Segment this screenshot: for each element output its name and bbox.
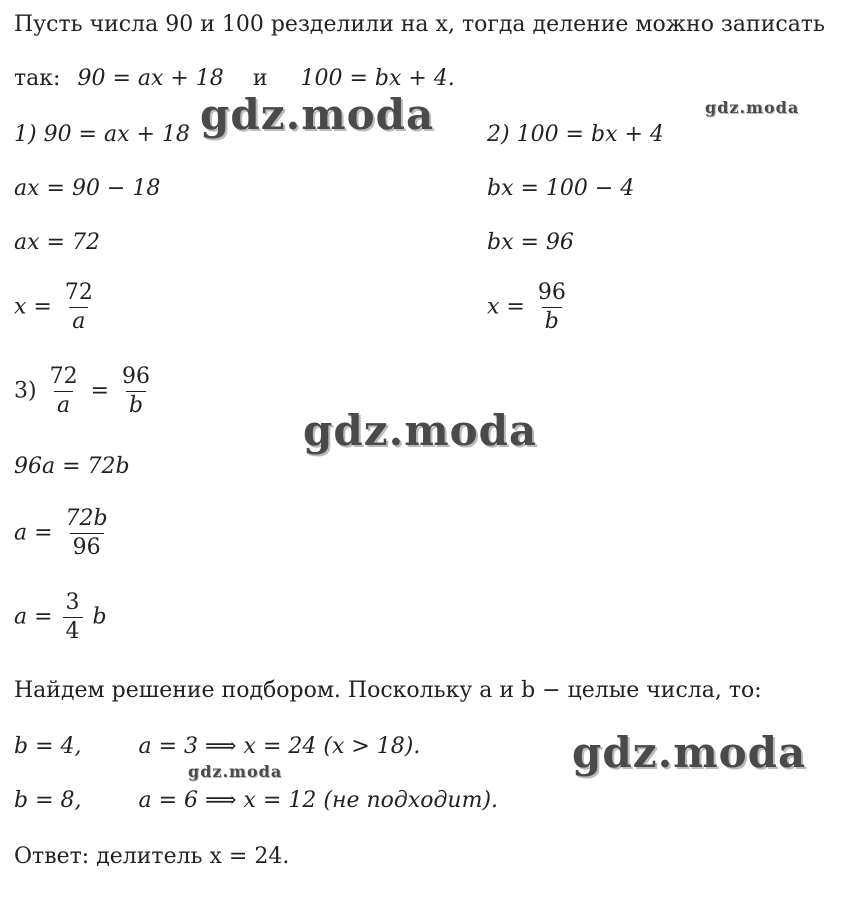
step3-f2-numerator: 96 xyxy=(122,364,151,389)
step3-f4-numerator: 3 xyxy=(65,590,80,615)
intro-eq-2: 100 = bx + 4. xyxy=(300,66,455,91)
step3-f3-denominator: 96 xyxy=(70,533,104,559)
step3-fraction-eq xyxy=(14,366,156,417)
step2-line-3: bx = 96 xyxy=(487,230,574,255)
step2-fraction-line xyxy=(487,282,572,333)
selection-row2-rest: a = 6 ⟹ x = 12 (не подходит). xyxy=(138,788,499,813)
step3-fraction-3 xyxy=(63,508,111,559)
selection-row1-b: b = 4, xyxy=(14,734,82,759)
watermark-3: gdz.moda xyxy=(303,406,538,455)
step3-f4-suffix: b xyxy=(92,604,107,630)
intro-eq-1: 90 = ax + 18 xyxy=(77,66,224,91)
step3-f1-numerator: 72 xyxy=(49,364,78,389)
intro-tak: так: xyxy=(14,66,61,91)
step3-prefix: 3) xyxy=(14,378,37,404)
answer: Ответ: делитель x = 24. xyxy=(14,844,290,869)
watermark-4: gdz.moda xyxy=(572,728,807,777)
step2-x-label: x = xyxy=(487,294,525,320)
step3-f3-numerator: 72b xyxy=(65,506,108,531)
step1-line-1: 1) 90 = ax + 18 xyxy=(14,122,190,147)
step3-fraction-2 xyxy=(119,366,153,417)
selection-row-1 xyxy=(14,736,420,758)
intro-line-1: Пусть числа 90 и 100 резделили на x, тогда деление можно записать xyxy=(14,12,825,37)
step3-fraction-4 xyxy=(63,592,83,643)
step1-x-label: x = xyxy=(14,294,52,320)
step2-fraction xyxy=(535,282,569,333)
step3-a-label-1: a = xyxy=(14,520,53,546)
step2-denominator: b xyxy=(542,307,562,333)
selection-row-2 xyxy=(14,790,498,812)
step3-fraction-1 xyxy=(47,366,81,417)
step1-fraction-line xyxy=(14,282,99,333)
step3-equals: = xyxy=(90,378,110,404)
step1-line-2: ax = 90 − 18 xyxy=(14,176,161,201)
intro-and: и xyxy=(252,66,268,91)
intro-line-2 xyxy=(14,68,455,90)
step3-f4-denominator: 4 xyxy=(63,617,83,643)
step1-line-3: ax = 72 xyxy=(14,230,100,255)
step3-fraction-line-4 xyxy=(14,592,107,643)
step1-denominator: a xyxy=(69,307,88,333)
step1-fraction xyxy=(62,282,96,333)
step2-line-1: 2) 100 = bx + 4 xyxy=(487,122,664,147)
selection-row1-rest: a = 3 ⟹ x = 24 (x > 18). xyxy=(138,734,421,759)
selection-row2-b: b = 8, xyxy=(14,788,82,813)
selection-intro: Найдем решение подбором. Поскольку a и b − целые числа, то: xyxy=(14,678,762,703)
step2-numerator: 96 xyxy=(537,280,566,305)
watermark-5: gdz.moda xyxy=(188,762,283,781)
step2-line-2: bx = 100 − 4 xyxy=(487,176,635,201)
step3-line-2: 96a = 72b xyxy=(14,454,130,479)
step3-fraction-line-3 xyxy=(14,508,114,559)
step1-numerator: 72 xyxy=(64,280,93,305)
watermark-1: gdz.moda xyxy=(200,90,435,139)
step3-f1-denominator: a xyxy=(54,391,73,417)
step3-a-label-2: a = xyxy=(14,604,53,630)
step3-f2-denominator: b xyxy=(126,391,146,417)
watermark-2: gdz.moda xyxy=(705,98,800,117)
